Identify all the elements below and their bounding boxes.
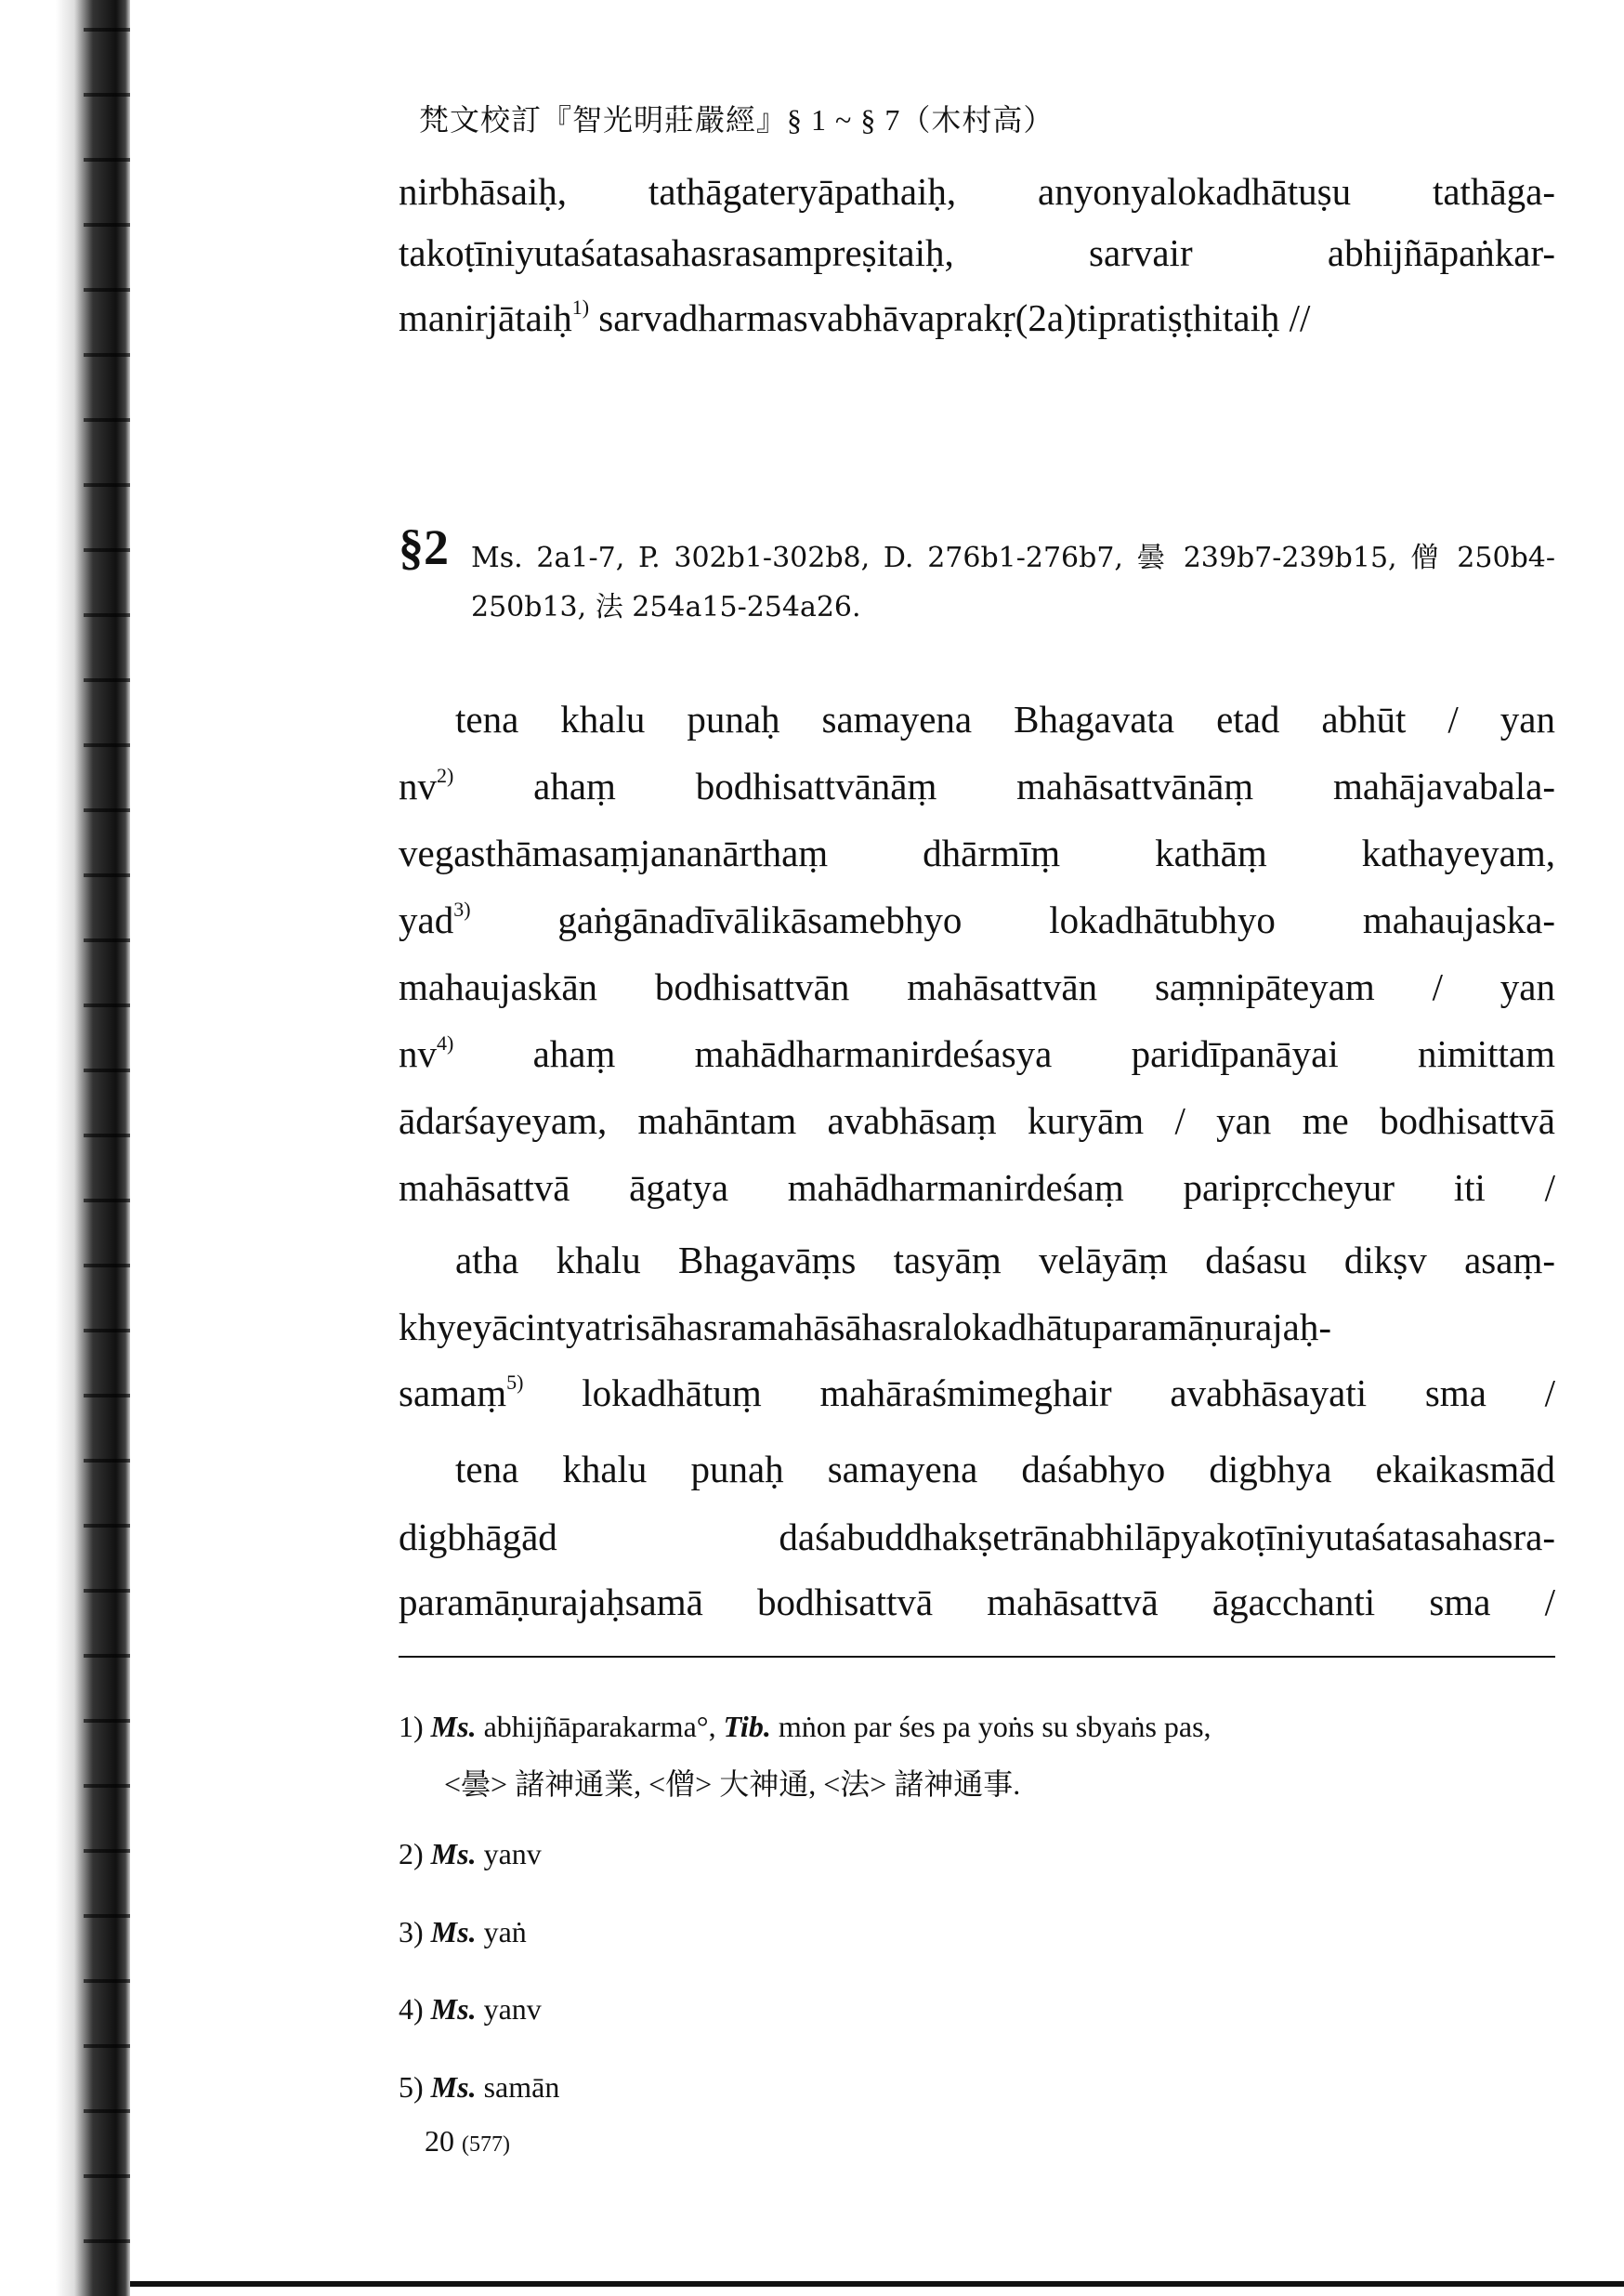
text: nv: [399, 765, 437, 807]
section-mark: §2: [399, 519, 449, 575]
page-number-value: 20: [425, 2124, 454, 2158]
ms-label: Ms.: [430, 1915, 477, 1948]
text: ādarśayeyam, mahāntam avabhāsaṃ kuryām / yan me bodhisattvā: [399, 1099, 1555, 1142]
text: ahaṃ mahādharmanirdeśasya paridīpanāyai nimittam: [453, 1032, 1555, 1075]
scan-edge-marks: [84, 0, 130, 2296]
text-line: [455, 1241, 1555, 1279]
footnote-rule: [399, 1656, 1555, 1658]
original-page-number: (577): [462, 2132, 510, 2157]
footnote-number: 1): [399, 1710, 424, 1743]
footnote-text: yanv: [476, 1992, 542, 2026]
text-line: nirbhāsaiḥ, tathāgateryāpathaiḥ, anyonyalokadhātuṣu tathāga-: [399, 170, 1555, 213]
text: samaṃ: [399, 1371, 507, 1414]
section-sources: 250b13, 法 254a15-254a26.: [471, 591, 861, 623]
text: khyeyācintyatrisāhasramahāsāhasralokadhātuparamāṇurajaḥ-: [399, 1305, 1332, 1348]
text: mahaujaskān bodhisattvān mahāsattvān saṃnipāteyam / yan: [399, 965, 1555, 1008]
text-line: [455, 698, 1555, 741]
text: manirjātaiḥ: [399, 296, 572, 339]
text-line: digbhāgād daśabuddhakṣetrānabhilāpyakoṭīniyutaśatasahasra-: [399, 1515, 1555, 1558]
text-line: [399, 834, 1555, 872]
footnote-text: mṅon par śes pa yoṅs su sbyaṅs pas,: [770, 1710, 1211, 1743]
scan-bottom-edge: [130, 2281, 1624, 2287]
footnote-5: [399, 2070, 559, 2105]
text: tena khalu punaḥ samayena Bhagavata etad abhūt / yan: [455, 698, 1555, 741]
footnote-ref: 5): [506, 1371, 524, 1394]
text-line: takoṭīniyutaśatasahasrasampreṣitaiḥ, sarvair abhijñāpaṅkar-: [399, 231, 1555, 274]
footnote-ref: 4): [437, 1031, 454, 1055]
ms-label: Ms.: [430, 1992, 477, 2026]
footnote-1-line2: <曇> 諸神通業, <僧> 大神通, <法> 諸神通事.: [444, 1767, 1021, 1801]
ms-label: Ms.: [430, 1710, 477, 1743]
text-line: [399, 1305, 1555, 1348]
text-line: paramāṇurajaḥsamā bodhisattvā mahāsattvā āgacchanti sma /: [399, 1581, 1555, 1623]
footnote-number: 2): [399, 1837, 424, 1870]
text: ahaṃ bodhisattvānāṃ mahāsattvānāṃ mahājavabala-: [453, 765, 1555, 807]
text: gaṅgānadīvālikāsamebhyo lokadhātubhyo mahaujaska-: [470, 899, 1555, 941]
footnote-text: yanv: [476, 1837, 542, 1870]
text: sarvadharmasvabhāvaprakṛ(2a)tipratiṣṭhitaiḥ //: [598, 296, 1311, 339]
text: mahāsattvā āgatya mahādharmanirdeśaṃ paripṛccheyur iti /: [399, 1166, 1555, 1209]
footnote-ref: 3): [453, 898, 471, 921]
running-title: 梵文校訂『智光明莊嚴經』§ 1 ~ § 7（木村高）: [419, 103, 1054, 137]
footnote-number: 5): [399, 2070, 424, 2104]
text: lokadhātuṃ mahāraśmimeghair avabhāsayati sma /: [523, 1371, 1555, 1414]
text-line: [399, 295, 1555, 339]
text-line: [399, 965, 1555, 1008]
text-line: [399, 1031, 1555, 1075]
ms-label: Ms.: [430, 1837, 477, 1870]
text: yad: [399, 899, 454, 941]
text: vegasthāmasaṃjananārthaṃ dhārmīṃ kathāṃ kathayeyam,: [399, 832, 1555, 874]
text-line: [399, 764, 1555, 807]
footnote-text: samān: [476, 2070, 560, 2104]
footnote-2: [399, 1837, 542, 1871]
footnote-4: [399, 1992, 542, 2027]
footnote-number: 4): [399, 1992, 424, 2026]
footnote-3: [399, 1915, 527, 1949]
text-line: tena khalu punaḥ samayena daśabhyo digbhya ekaikasmād: [455, 1448, 1555, 1490]
text: nv: [399, 1032, 437, 1075]
footnote-ref: 2): [437, 764, 454, 787]
text-line: [399, 1371, 1555, 1414]
page-number: [425, 2124, 510, 2158]
footnote-ref: 1): [571, 295, 590, 319]
section-sources: Ms. 2a1-7, P. 302b1-302b8, D. 276b1-276b7, 曇 239b7-239b15, 僧 250b4-: [471, 542, 1555, 574]
text-line: [399, 898, 1555, 941]
text-line: [399, 1099, 1555, 1142]
footnote-text: yaṅ: [476, 1915, 527, 1948]
footnote-number: 3): [399, 1915, 424, 1948]
footnote-text: abhijñāparakarma°,: [476, 1710, 724, 1743]
text: atha khalu Bhagavāṃs tasyāṃ velāyāṃ daśasu dikṣv asaṃ-: [455, 1239, 1555, 1281]
footnote-1: [399, 1710, 1211, 1744]
ms-label: Ms.: [430, 2070, 477, 2104]
tib-label: Tib.: [723, 1710, 771, 1743]
text-line: [399, 1166, 1555, 1209]
